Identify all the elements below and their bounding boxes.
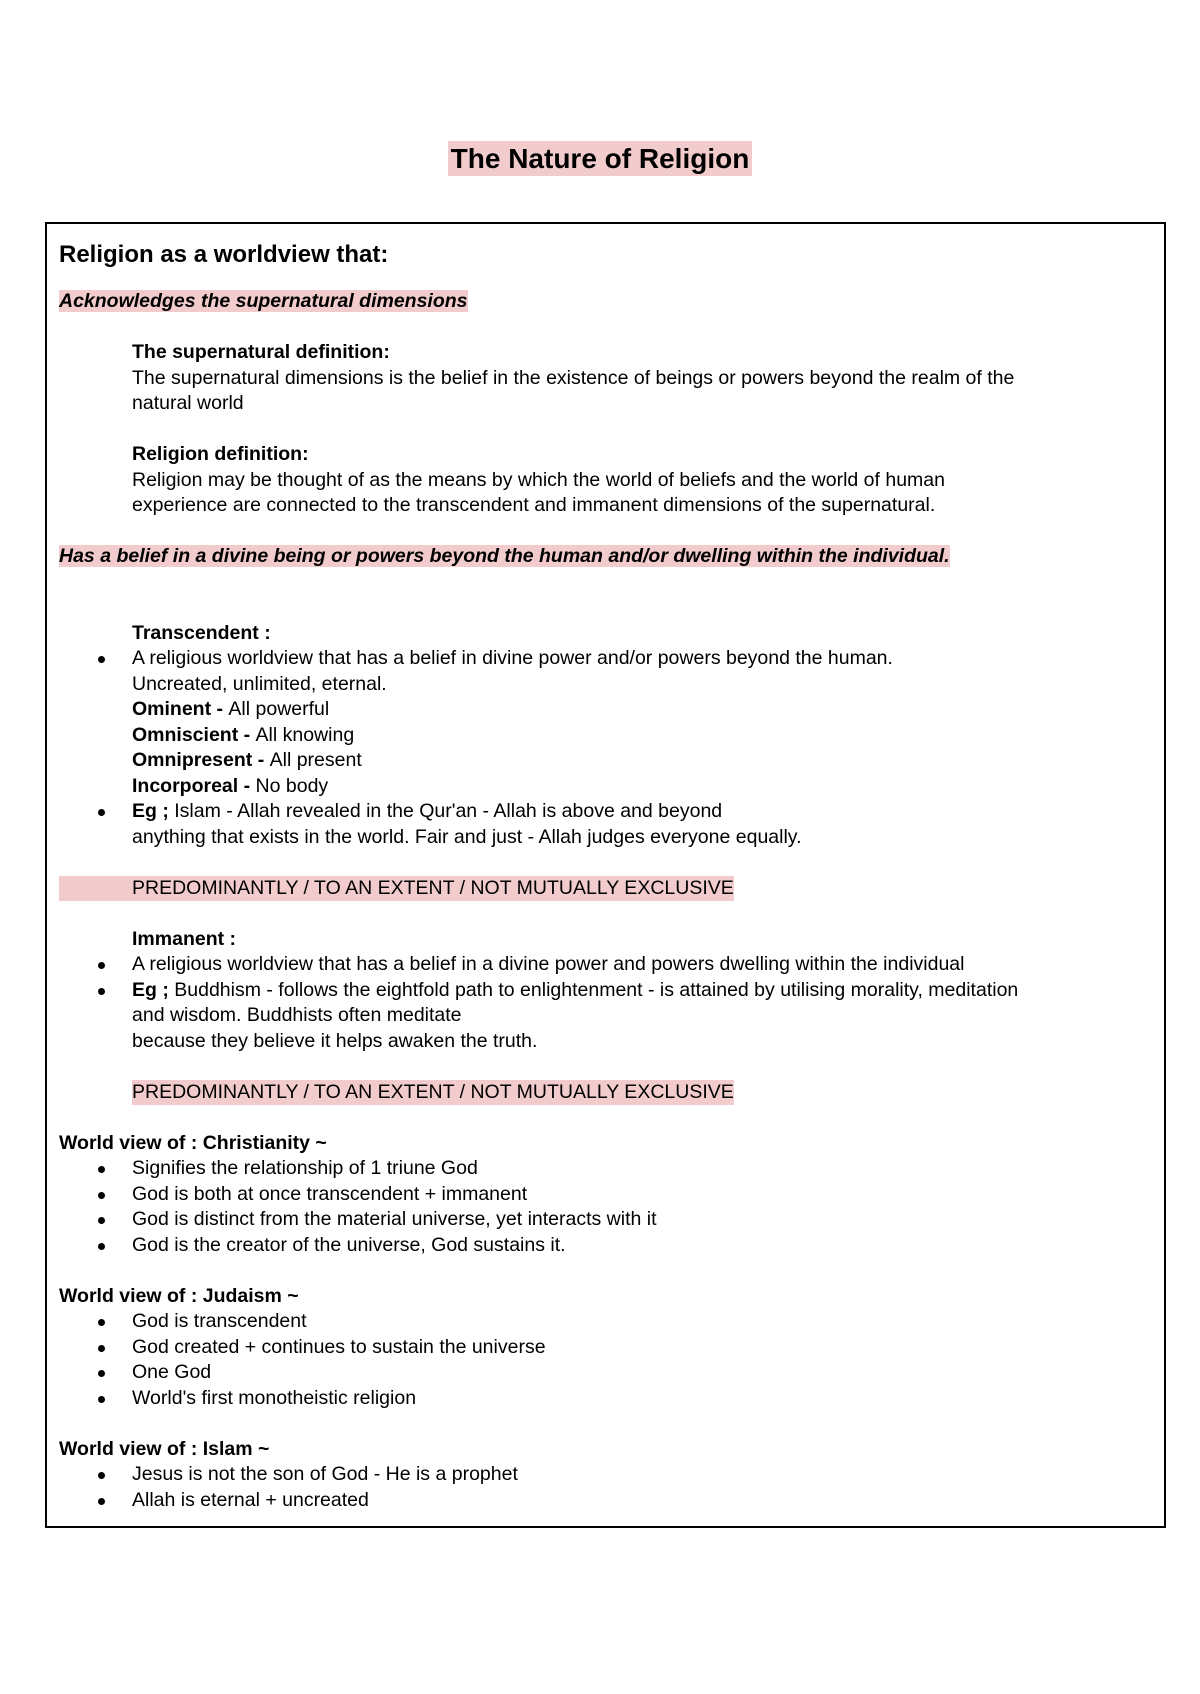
- section-heading-divine-belief: Has a belief in a divine being or powers beyond the human and/or dwelling within the individual.: [59, 545, 950, 567]
- section-supernatural: [59, 289, 1154, 315]
- term-ominent: [59, 697, 1154, 723]
- section-divine-belief: [59, 544, 1154, 570]
- example-label: Eg ;: [132, 800, 169, 822]
- content-body: [59, 240, 1154, 1513]
- list-item: God created + continues to sustain the universe: [59, 1335, 1154, 1361]
- spacer: [59, 1258, 1154, 1284]
- list-item: God is distinct from the material universe, yet interacts with it: [59, 1207, 1154, 1233]
- term-incorporeal: [59, 774, 1154, 800]
- banner-row: [59, 876, 1154, 902]
- supernatural-definition-text: [59, 366, 1154, 392]
- immanent-label: Immanent :: [132, 927, 237, 950]
- example-label: Eg ;: [132, 978, 169, 1001]
- spacer: [59, 1411, 1154, 1437]
- transcendent-attributes: Uncreated, unlimited, eternal.: [132, 672, 387, 695]
- example-text-cont: and wisdom. Buddhists often meditate: [132, 1004, 462, 1026]
- list-item: World's first monotheistic religion: [59, 1386, 1154, 1412]
- exclusivity-banner: PREDOMINANTLY / TO AN EXTENT / NOT MUTUALLY EXCLUSIVE: [132, 1080, 734, 1106]
- section-heading-supernatural: Acknowledges the supernatural dimensions: [59, 290, 468, 312]
- list-item: Signifies the relationship of 1 triune God: [59, 1156, 1154, 1182]
- term-definition: All powerful: [228, 698, 330, 720]
- spacer: [59, 1054, 1154, 1080]
- spacer: [59, 1105, 1154, 1131]
- page-title: [0, 143, 1200, 175]
- list-item: God is both at once transcendent + immanent: [59, 1182, 1154, 1208]
- term-definition: All knowing: [255, 723, 355, 746]
- list-item: One God: [59, 1360, 1154, 1386]
- spacer: [59, 519, 1154, 545]
- religion-definition-label: Religion definition:: [132, 443, 309, 465]
- example-text: Buddhism - follows the eightfold path to enlightenment - is attained by utilising morality, meditation: [168, 978, 1019, 1001]
- transcendent-label: Transcendent :: [132, 621, 271, 644]
- term-label: Ominent -: [132, 698, 229, 720]
- list-item: [59, 978, 1154, 1004]
- box-heading: Religion as a worldview that:: [59, 241, 389, 268]
- list-item: A religious worldview that has a belief in divine power and/or powers beyond the human.: [59, 646, 1154, 672]
- content-box: [45, 222, 1166, 1528]
- supernatural-definition-text-cont: natural world: [132, 392, 244, 414]
- supernatural-definition-label: The supernatural definition:: [132, 341, 390, 363]
- example-text-cont: because they believe it helps awaken the truth.: [132, 1029, 538, 1052]
- spacer: [59, 417, 1154, 443]
- list-item: God is the creator of the universe, God sustains it.: [59, 1233, 1154, 1259]
- religion-definition-text-cont: experience are connected to the transcendent and immanent dimensions of the supernatural.: [132, 494, 936, 516]
- term-label: Omniscient -: [132, 723, 256, 746]
- list-item: Allah is eternal + uncreated: [59, 1488, 1154, 1514]
- example-text: Islam - Allah revealed in the Qur'an - Allah is above and beyond: [168, 800, 723, 822]
- spacer: [59, 570, 1154, 596]
- page-title-text: The Nature of Religion: [448, 141, 753, 176]
- banner-row: [59, 1080, 1154, 1106]
- list-item: A religious worldview that has a belief in a divine power and powers dwelling within the individual: [59, 952, 1154, 978]
- example-text-cont: anything that exists in the world. Fair and just - Allah judges everyone equally.: [132, 825, 802, 848]
- exclusivity-banner: PREDOMINANTLY / TO AN EXTENT / NOT MUTUALLY EXCLUSIVE: [59, 876, 734, 902]
- term-definition: No body: [255, 774, 329, 797]
- list-item: Jesus is not the son of God - He is a prophet: [59, 1462, 1154, 1488]
- islam-heading: World view of : Islam ~: [59, 1437, 270, 1460]
- term-label: Omnipresent -: [132, 749, 270, 771]
- spacer: [59, 315, 1154, 341]
- spacer: [59, 850, 1154, 876]
- list-item: [59, 799, 1154, 825]
- list-item: God is transcendent: [59, 1309, 1154, 1335]
- supernatural-text-line: The supernatural dimensions is the belief in the existence of beings or powers beyond the realm of the: [132, 366, 1015, 389]
- term-omnipresent: [59, 748, 1154, 774]
- religion-definition-text: Religion may be thought of as the means by which the world of beliefs and the world of human: [132, 468, 945, 491]
- christianity-heading: World view of : Christianity ~: [59, 1131, 327, 1154]
- spacer: [59, 595, 1154, 621]
- term-definition: All present: [269, 749, 362, 771]
- term-omniscient: [59, 723, 1154, 749]
- term-label: Incorporeal -: [132, 774, 256, 797]
- spacer: [59, 901, 1154, 927]
- judaism-heading: World view of : Judaism ~: [59, 1284, 299, 1307]
